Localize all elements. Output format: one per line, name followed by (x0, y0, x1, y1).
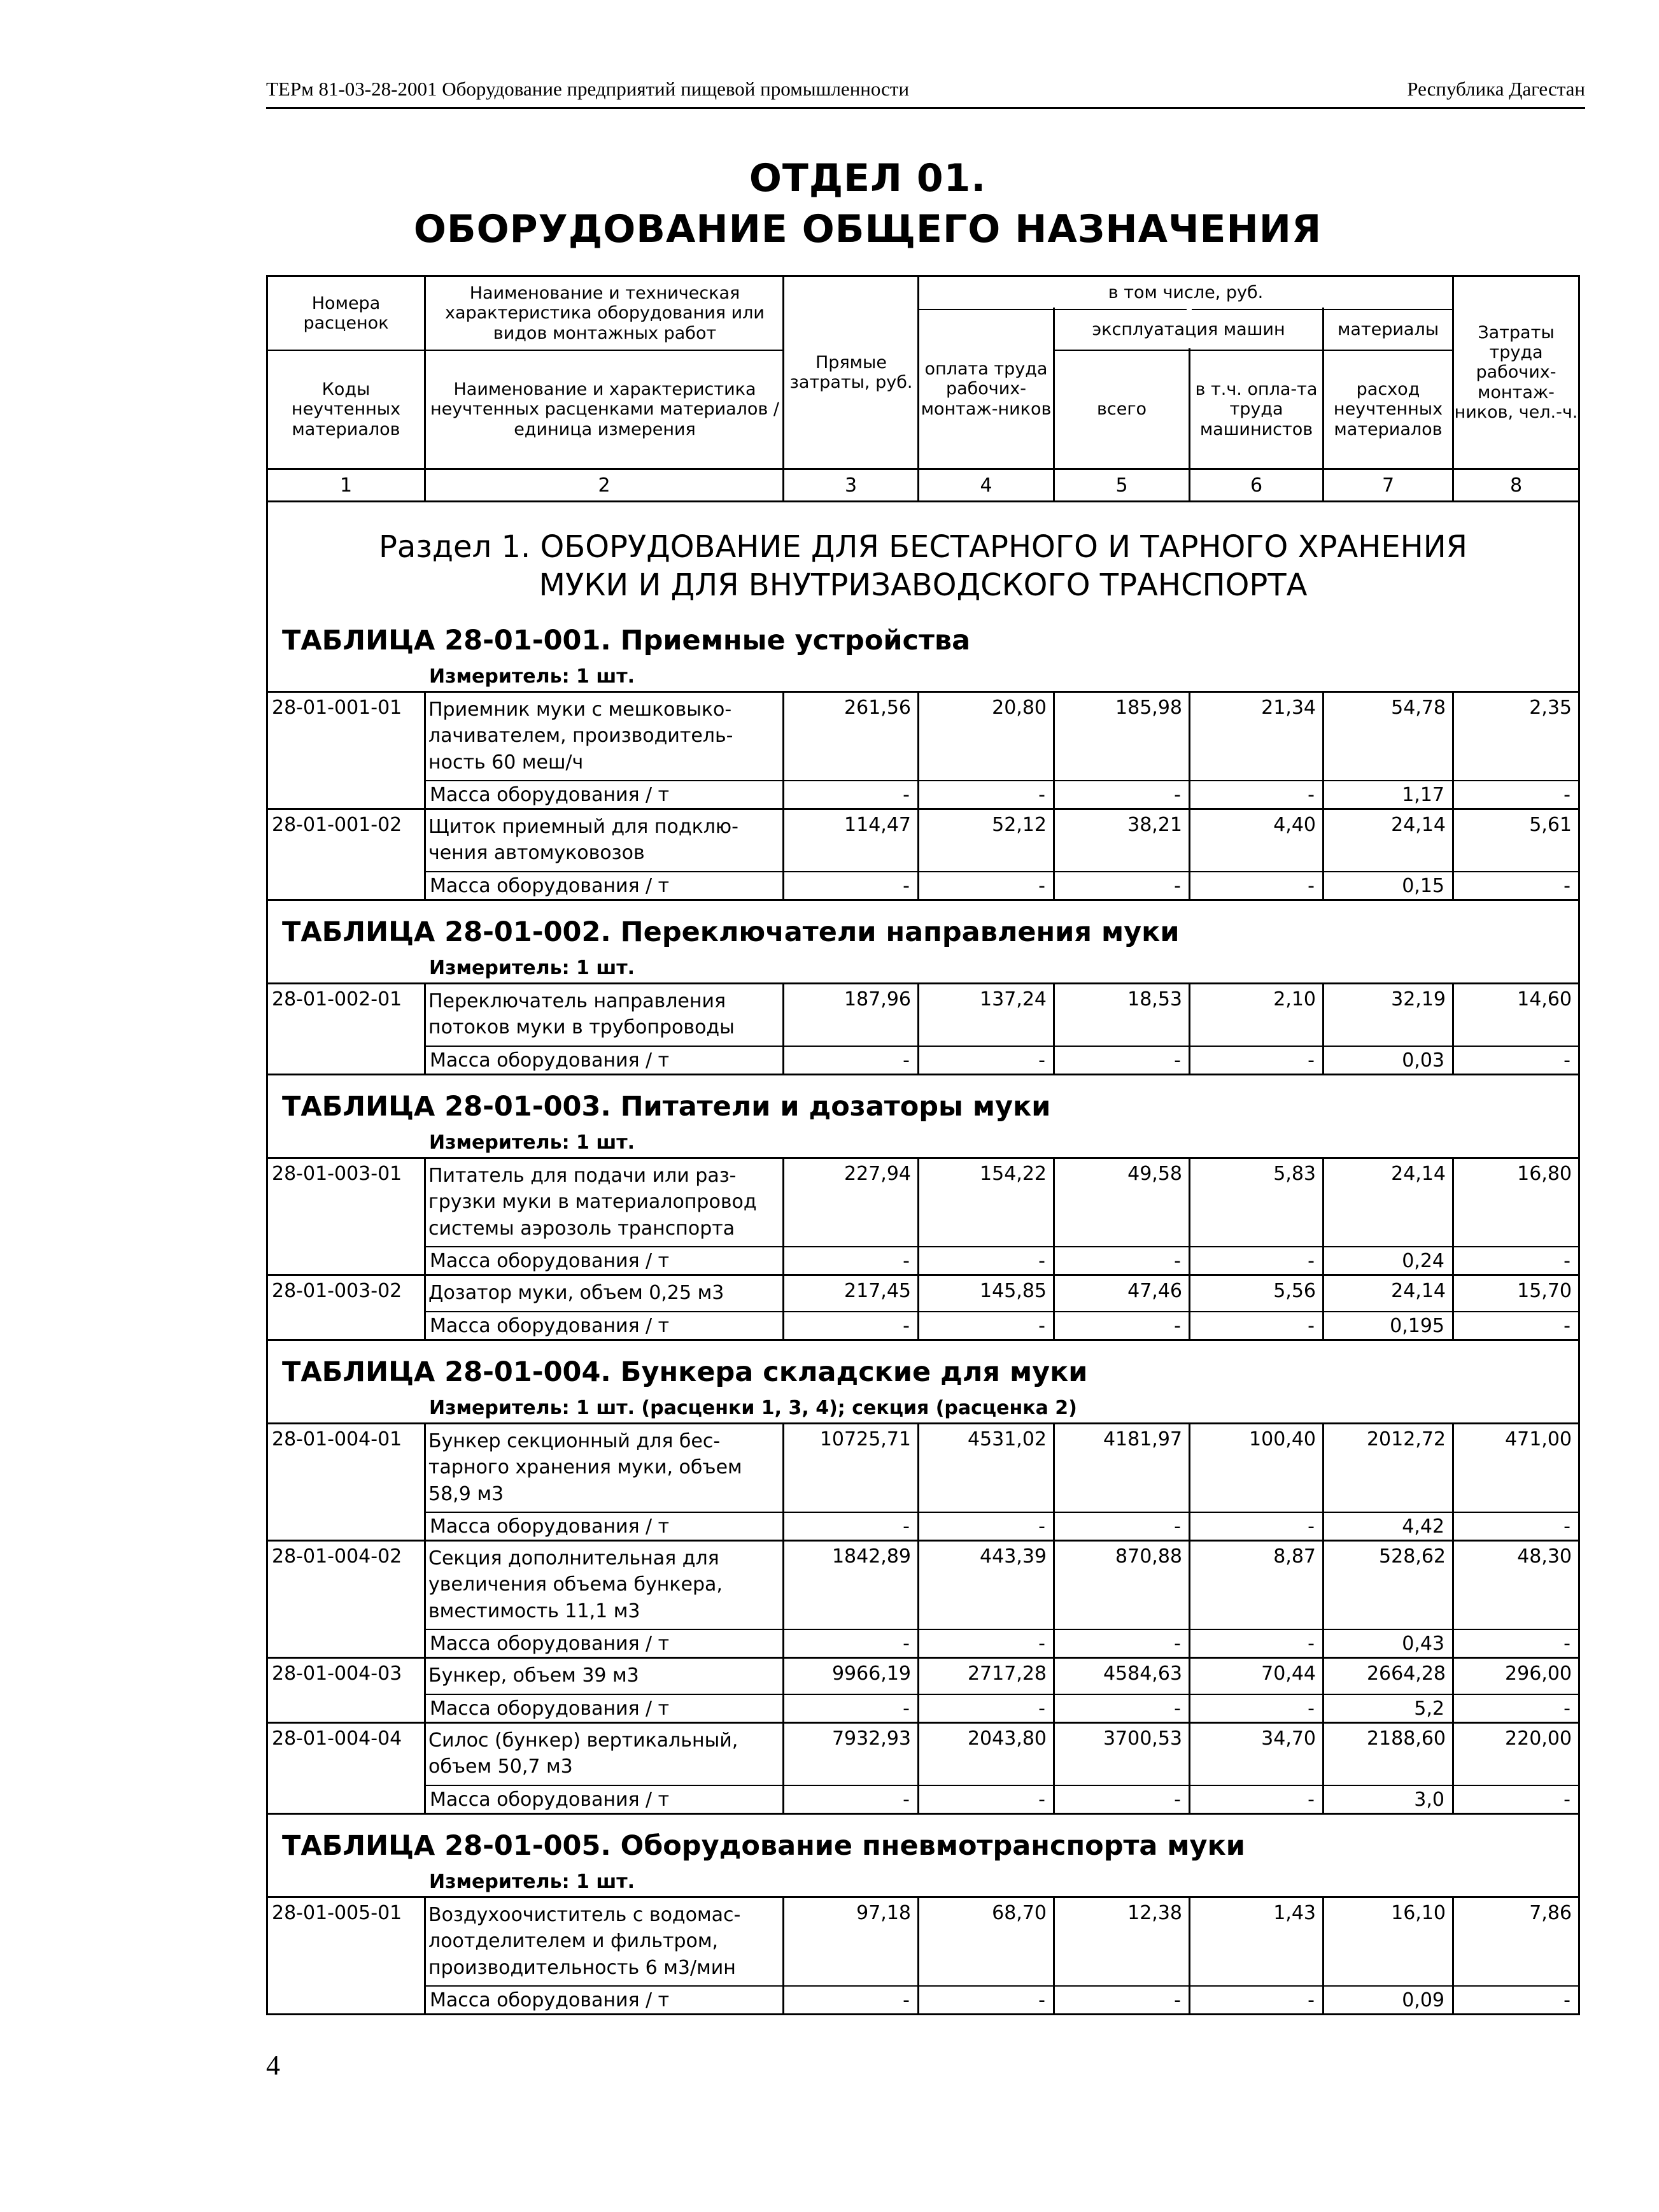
rate-code: 28-01-003-01 (272, 1163, 402, 1185)
mass-value: - (1308, 1315, 1315, 1337)
mass-value: - (1564, 1633, 1571, 1655)
rate-code: 28-01-002-01 (272, 988, 402, 1010)
mass-label: Масса оборудования / т (430, 1315, 670, 1337)
rate-value: 18,53 (1127, 988, 1182, 1010)
mass-row (426, 1246, 1578, 1275)
header-name-bottom: Наименование и характеристика неучтенных расценками материалов / единица измерения (430, 379, 780, 439)
header-machine-operation: эксплуатация машин (1092, 320, 1285, 340)
rate-value: 97,18 (856, 1902, 911, 1924)
rate-value: 1,43 (1273, 1902, 1316, 1924)
rate-value: 49,58 (1127, 1163, 1182, 1185)
column-number: 5 (1115, 474, 1128, 497)
table-title: ТАБЛИЦА 28-01-003. Питатели и дозаторы муки (282, 1091, 1051, 1123)
mass-value: 0,09 (1402, 1989, 1444, 2011)
mass-label: Масса оборудования / т (430, 1250, 670, 1272)
rate-description-line: увеличения объема бункера, (428, 1573, 723, 1596)
rate-value: 7,86 (1529, 1902, 1572, 1924)
rate-value: 2,35 (1529, 697, 1572, 719)
rate-value: 32,19 (1391, 988, 1446, 1010)
rate-description-line: лоотделителем и фильтром, (428, 1930, 719, 1953)
mass-value: - (1174, 1315, 1181, 1337)
header-name-top: Наименование и техническая характеристика оборудования или видов монтажных работ (445, 283, 765, 343)
mass-value: - (1564, 1515, 1571, 1538)
rate-value: 9966,19 (831, 1663, 911, 1685)
rate-value: 70,44 (1261, 1663, 1316, 1685)
mass-value: - (1174, 1049, 1181, 1072)
table-row (268, 982, 1578, 1074)
mass-value: - (1038, 1515, 1045, 1538)
mass-value: - (1174, 784, 1181, 806)
mass-value: - (1308, 1633, 1315, 1655)
rate-value: 3700,53 (1103, 1727, 1182, 1750)
mass-row (426, 1629, 1578, 1658)
rate-value: 145,85 (980, 1280, 1047, 1302)
mass-row (426, 780, 1578, 809)
table-meter: Измеритель: 1 шт. (429, 957, 635, 979)
mass-value: - (1174, 1789, 1181, 1811)
mass-row (426, 1785, 1578, 1814)
rate-value: 47,46 (1127, 1280, 1182, 1302)
mass-value: - (1038, 1633, 1045, 1655)
mass-value: - (1308, 1989, 1315, 2011)
mass-value: 0,195 (1390, 1315, 1444, 1337)
rate-value: 2043,80 (967, 1727, 1047, 1750)
rate-value: 2188,60 (1366, 1727, 1446, 1750)
rate-value: 471,00 (1505, 1428, 1572, 1450)
mass-value: - (1308, 1250, 1315, 1272)
part-heading (268, 502, 1578, 616)
table-row (268, 1422, 1578, 1540)
mass-value: - (1564, 784, 1571, 806)
header-materials: материалы (1337, 320, 1439, 340)
rate-value: 8,87 (1273, 1545, 1316, 1568)
mass-value: - (1308, 1698, 1315, 1720)
header-rate-numbers: Номера расценок (303, 293, 389, 333)
column-numbers (268, 470, 1578, 502)
rate-description-line: Приемник муки с мешковыко- (428, 698, 732, 721)
rate-value: 12,38 (1127, 1902, 1182, 1924)
mass-value: 4,42 (1402, 1515, 1444, 1538)
mass-value: 0,03 (1402, 1049, 1444, 1072)
rate-description-line: объем 50,7 м3 (428, 1755, 573, 1778)
mass-value: - (1308, 1515, 1315, 1538)
rate-value: 5,83 (1273, 1163, 1316, 1185)
rate-description-line: вместимость 11,1 м3 (428, 1599, 640, 1622)
rate-description-line: Бункер, объем 39 м3 (428, 1664, 639, 1687)
table-row (268, 1896, 1578, 2013)
column-number: 8 (1509, 474, 1523, 497)
mass-value: - (1174, 1698, 1181, 1720)
mass-value: 0,43 (1402, 1633, 1444, 1655)
table-meter: Измеритель: 1 шт. (429, 1131, 635, 1154)
mass-value: - (903, 1989, 910, 2011)
mass-value: - (1308, 1789, 1315, 1811)
header-operator-pay: в т.ч. опла-та труда машинистов (1195, 379, 1318, 439)
rate-value: 16,80 (1517, 1163, 1572, 1185)
rate-code: 28-01-001-01 (272, 697, 402, 719)
rate-code: 28-01-003-02 (272, 1280, 402, 1302)
mass-value: - (1174, 1633, 1181, 1655)
rate-description-line: Воздухоочиститель с водомас- (428, 1904, 741, 1926)
rate-value: 217,45 (844, 1280, 911, 1302)
rate-value: 52,12 (992, 814, 1047, 836)
mass-value: - (1174, 1515, 1181, 1538)
rate-code: 28-01-004-03 (272, 1663, 402, 1685)
rate-value: 185,98 (1115, 697, 1182, 719)
mass-value: 0,15 (1402, 875, 1444, 897)
mass-value: - (1038, 1250, 1045, 1272)
rate-value: 227,94 (844, 1163, 911, 1185)
mass-value: - (1564, 1315, 1571, 1337)
mass-label: Масса оборудования / т (430, 1989, 670, 2011)
rate-description-line: Щиток приемный для подклю- (428, 816, 738, 838)
column-number: 3 (844, 474, 858, 497)
rate-value: 20,80 (992, 697, 1047, 719)
header-material-codes: Коды неучтенных материалов (291, 379, 401, 439)
rate-value: 38,21 (1127, 814, 1182, 836)
rate-value: 2,10 (1273, 988, 1316, 1010)
rate-value: 4181,97 (1103, 1428, 1182, 1450)
rate-value: 4531,02 (967, 1428, 1047, 1450)
rate-code: 28-01-005-01 (272, 1902, 402, 1924)
rate-value: 154,22 (980, 1163, 1047, 1185)
page-number: 4 (266, 2050, 280, 2081)
header-including: в том числе, руб. (1108, 283, 1264, 303)
mass-value: - (903, 1250, 910, 1272)
table-title: ТАБЛИЦА 28-01-005. Оборудование пневмотранспорта муки (282, 1830, 1245, 1862)
table-body (268, 502, 1578, 2013)
rate-value: 2664,28 (1366, 1663, 1446, 1685)
rate-description-line: Секция дополнительная для (428, 1547, 719, 1570)
rate-value: 21,34 (1261, 697, 1316, 719)
rate-description-line: Дозатор муки, объем 0,25 м3 (428, 1282, 724, 1304)
running-head-left: ТЕРм 81-03-28-2001 Оборудование предприятий пищевой промышленности (266, 78, 910, 100)
column-number: 4 (980, 474, 992, 497)
mass-value: - (1564, 1698, 1571, 1720)
table-row (268, 691, 1578, 808)
rate-description-line: тарного хранения муки, объем (428, 1456, 742, 1479)
rate-description-line: Переключатель направления (428, 990, 726, 1012)
section-title: ОБОРУДОВАНИЕ ОБЩЕГО НАЗНАЧЕНИЯ (413, 207, 1322, 252)
mass-value: - (1308, 784, 1315, 806)
mass-value: - (1038, 1698, 1045, 1720)
mass-value: - (903, 1049, 910, 1072)
mass-value: 0,24 (1402, 1250, 1444, 1272)
mass-label: Масса оборудования / т (430, 1789, 670, 1811)
rate-description-line: ность 60 меш/ч (428, 751, 584, 774)
rate-value: 24,14 (1391, 1280, 1446, 1302)
rate-value: 10725,71 (819, 1428, 911, 1450)
rate-code: 28-01-004-04 (272, 1727, 402, 1750)
table-meter: Измеритель: 1 шт. (расценки 1, 3, 4); секция (расценка 2) (429, 1397, 1077, 1419)
rate-description-line: Питатель для подачи или раз- (428, 1165, 737, 1187)
header-worker-pay: оплата труда рабочих-монтаж-ников (921, 359, 1052, 419)
rate-value: 1842,89 (831, 1545, 911, 1568)
rate-code: 28-01-004-02 (272, 1545, 402, 1568)
mass-value: - (1564, 1250, 1571, 1272)
rate-description-line: производительность 6 м3/мин (428, 1956, 736, 1979)
mass-value: - (1174, 1250, 1181, 1272)
running-head-right: Республика Дагестан (1407, 78, 1585, 100)
rate-value: 187,96 (844, 988, 911, 1010)
rates-table (266, 275, 1580, 2015)
table-row (268, 1274, 1578, 1339)
running-head (266, 75, 1585, 109)
mass-value: - (903, 1633, 910, 1655)
table-header (268, 277, 1578, 470)
table-meter: Измеритель: 1 шт. (429, 665, 635, 688)
mass-value: 3,0 (1414, 1789, 1444, 1811)
rate-value: 137,24 (980, 988, 1047, 1010)
rate-value: 5,56 (1273, 1280, 1316, 1302)
mass-value: - (903, 1315, 910, 1337)
mass-value: - (1564, 1789, 1571, 1811)
mass-row (426, 1046, 1578, 1075)
mass-label: Масса оборудования / т (430, 1515, 670, 1538)
rate-description-line: чения автомуковозов (428, 842, 645, 865)
column-number: 1 (339, 474, 353, 497)
rate-value: 68,70 (992, 1902, 1047, 1924)
rate-description-line: Бункер секционный для бес- (428, 1430, 721, 1452)
mass-value: - (1564, 1049, 1571, 1072)
mass-value: - (1174, 1989, 1181, 2011)
rate-description-line: лачивателем, производитель- (428, 725, 733, 748)
mass-row (426, 1311, 1578, 1340)
mass-value: - (1308, 875, 1315, 897)
rate-value: 870,88 (1115, 1545, 1182, 1568)
mass-value: - (1038, 1049, 1045, 1072)
mass-value: - (903, 1789, 910, 1811)
mass-value: - (1174, 875, 1181, 897)
rate-value: 15,70 (1517, 1280, 1572, 1302)
rate-value: 34,70 (1261, 1727, 1316, 1750)
mass-value: - (1038, 1789, 1045, 1811)
mass-value: 1,17 (1402, 784, 1444, 806)
mass-value: - (1564, 1989, 1571, 2011)
table-row (268, 1540, 1578, 1657)
rate-value: 5,61 (1529, 814, 1572, 836)
rate-description-line: грузки муки в материалопровод (428, 1191, 757, 1214)
rate-value: 16,10 (1391, 1902, 1446, 1924)
rate-value: 114,47 (844, 814, 911, 836)
header-labor-costs: Затраты труда рабочих-монтаж-ников, чел.-ч. (1454, 323, 1578, 422)
mass-value: - (903, 1698, 910, 1720)
rate-description-line: потоков муки в трубопроводы (428, 1016, 735, 1039)
rate-value: 24,14 (1391, 814, 1446, 836)
rate-description-line: системы аэрозоль транспорта (428, 1217, 735, 1240)
mass-value: 5,2 (1414, 1698, 1444, 1720)
mass-row (426, 1985, 1578, 2015)
column-number: 2 (598, 474, 611, 497)
mass-value: - (903, 1515, 910, 1538)
rate-value: 220,00 (1505, 1727, 1572, 1750)
mass-value: - (1308, 1049, 1315, 1072)
rate-value: 24,14 (1391, 1163, 1446, 1185)
mass-label: Масса оборудования / т (430, 784, 670, 806)
rate-value: 48,30 (1517, 1545, 1572, 1568)
header-material-consumption: расход неучтенных материалов (1333, 379, 1443, 439)
rate-value: 296,00 (1505, 1663, 1572, 1685)
mass-label: Масса оборудования / т (430, 1633, 670, 1655)
rate-value: 7932,93 (831, 1727, 911, 1750)
rate-value: 261,56 (844, 697, 911, 719)
table-title: ТАБЛИЦА 28-01-002. Переключатели направления муки (282, 916, 1180, 948)
column-number: 7 (1381, 474, 1395, 497)
table-row (268, 1657, 1578, 1722)
rate-code: 28-01-001-02 (272, 814, 402, 836)
rate-value: 4,40 (1273, 814, 1316, 836)
rate-code: 28-01-004-01 (272, 1428, 402, 1450)
table-row (268, 1722, 1578, 1813)
rate-value: 443,39 (980, 1545, 1047, 1568)
rate-value: 4584,63 (1103, 1663, 1182, 1685)
table-title: ТАБЛИЦА 28-01-004. Бункера складские для муки (282, 1356, 1088, 1388)
rate-value: 54,78 (1391, 697, 1446, 719)
rate-value: 100,40 (1249, 1428, 1316, 1450)
section-number: ОТДЕЛ 01. (749, 156, 987, 201)
mass-value: - (1038, 1989, 1045, 2011)
rate-value: 2717,28 (967, 1663, 1047, 1685)
table-row (268, 808, 1578, 899)
rate-value: 2012,72 (1366, 1428, 1446, 1450)
mass-value: - (1038, 1315, 1045, 1337)
mass-label: Масса оборудования / т (430, 1698, 670, 1720)
mass-value: - (903, 784, 910, 806)
mass-row (426, 1694, 1578, 1723)
mass-value: - (1038, 875, 1045, 897)
mass-row (426, 1512, 1578, 1541)
mass-label: Масса оборудования / т (430, 1049, 670, 1072)
table-title: ТАБЛИЦА 28-01-001. Приемные устройства (282, 625, 971, 656)
mass-value: - (1564, 875, 1571, 897)
rate-value: 528,62 (1379, 1545, 1446, 1568)
part-heading-line: МУКИ И ДЛЯ ВНУТРИЗАВОДСКОГО ТРАНСПОРТА (539, 567, 1308, 603)
rate-value: 14,60 (1517, 988, 1572, 1010)
rate-description-line: Силос (бункер) вертикальный, (428, 1729, 738, 1752)
rate-description-line: 58,9 м3 (428, 1482, 504, 1505)
mass-value: - (903, 875, 910, 897)
table-row (268, 1157, 1578, 1274)
mass-value: - (1038, 784, 1045, 806)
table-meter: Измеритель: 1 шт. (429, 1871, 635, 1893)
column-number: 6 (1250, 474, 1263, 497)
part-heading-line: Раздел 1. ОБОРУДОВАНИЕ ДЛЯ БЕСТАРНОГО И ТАРНОГО ХРАНЕНИЯ (378, 529, 1468, 565)
mass-label: Масса оборудования / т (430, 875, 670, 897)
header-direct-costs: Прямые затраты, руб. (789, 352, 913, 392)
mass-row (426, 871, 1578, 900)
header-machines-total: всего (1096, 399, 1147, 420)
